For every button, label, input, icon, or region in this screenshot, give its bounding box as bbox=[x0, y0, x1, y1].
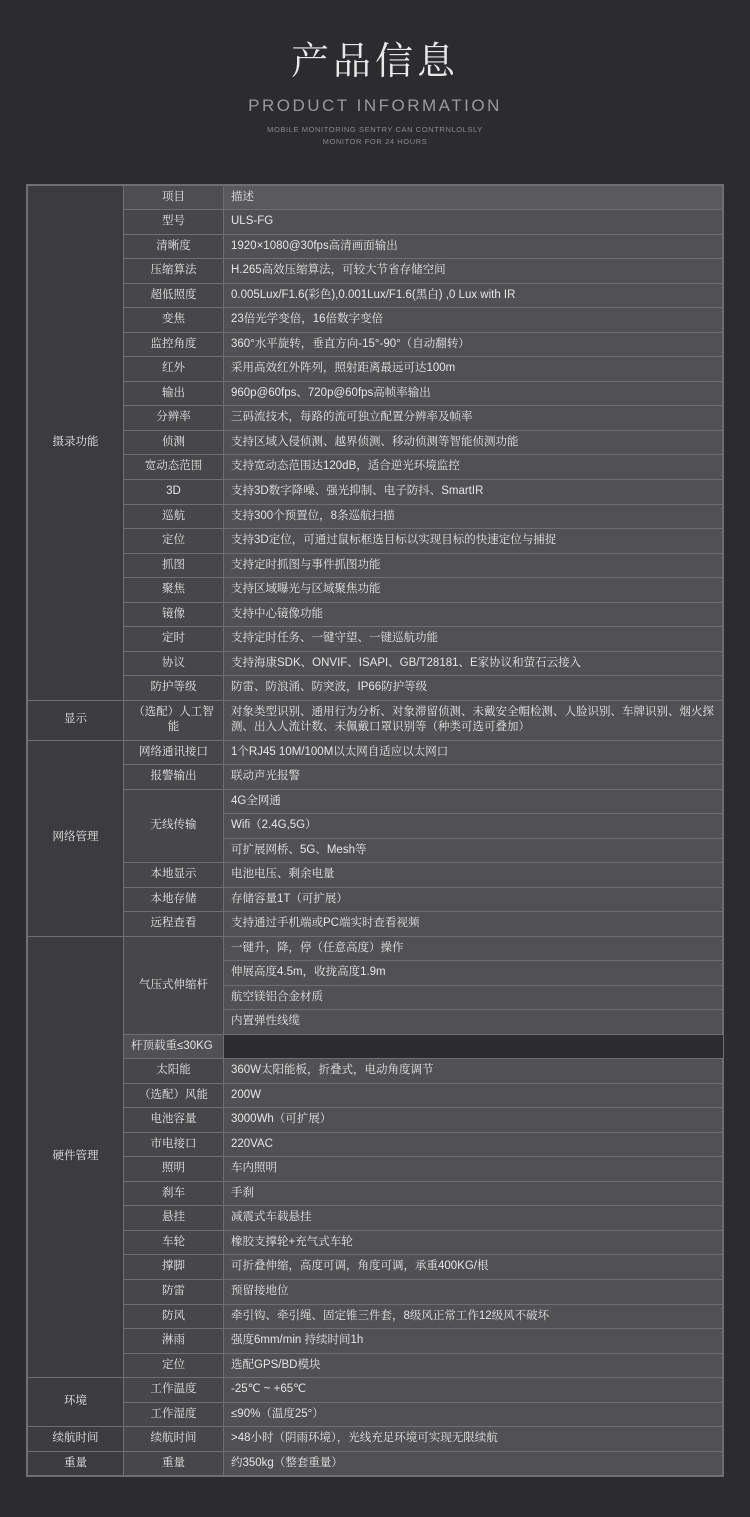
table-row bbox=[28, 1132, 723, 1157]
row-label: 本地显示 bbox=[124, 863, 224, 888]
group-label: 续航时间 bbox=[28, 1427, 124, 1452]
row-label: 红外 bbox=[124, 357, 224, 382]
row-label: 撑脚 bbox=[124, 1255, 224, 1280]
table-row bbox=[28, 1255, 723, 1280]
row-value: 强度6mm/min 持续时间1h bbox=[224, 1329, 723, 1354]
row-label: 巡航 bbox=[124, 504, 224, 529]
row-value: 防雷、防浪涌、防突波，IP66防护等级 bbox=[224, 676, 723, 701]
row-value: 支持海康SDK、ONVIF、ISAPI、GB/T28181、E家协议和萤石云接入 bbox=[224, 651, 723, 676]
table-row bbox=[28, 381, 723, 406]
table-row bbox=[28, 676, 723, 701]
table-row bbox=[28, 553, 723, 578]
row-value: 支持通过手机端或PC端实时查看视频 bbox=[224, 912, 723, 937]
row-label: 工作温度 bbox=[124, 1378, 224, 1403]
row-value: 1个RJ45 10M/100M以太网自适应以太网口 bbox=[224, 740, 723, 765]
row-label: 项目 bbox=[124, 185, 224, 210]
row-value: 200W bbox=[224, 1083, 723, 1108]
spec-table bbox=[27, 185, 723, 1476]
table-row bbox=[28, 1304, 723, 1329]
row-label: 淋雨 bbox=[124, 1329, 224, 1354]
row-label: 定位 bbox=[124, 1353, 224, 1378]
row-value: 电池电压、剩余电量 bbox=[224, 863, 723, 888]
row-value: 23倍光学变倍，16倍数字变倍 bbox=[224, 308, 723, 333]
row-value: H.265高效压缩算法，可较大节省存储空间 bbox=[224, 259, 723, 284]
table-row bbox=[28, 1280, 723, 1305]
row-value: 采用高效红外阵列，照射距离最远可达100m bbox=[224, 357, 723, 382]
row-value: 360°水平旋转，垂直方向-15°-90°（自动翻转） bbox=[224, 332, 723, 357]
table-row bbox=[28, 1108, 723, 1133]
row-value: 橡胶支撑轮+充气式车轮 bbox=[224, 1230, 723, 1255]
row-label: （选配）风能 bbox=[124, 1083, 224, 1108]
row-value: 航空镁铝合金材质 bbox=[224, 985, 723, 1010]
group-label: 网络管理 bbox=[28, 740, 124, 936]
row-value: 支持区域入侵侦测、越界侦测、移动侦测等智能侦测功能 bbox=[224, 430, 723, 455]
row-label: 抓图 bbox=[124, 553, 224, 578]
row-value: 存储容量1T（可扩展） bbox=[224, 887, 723, 912]
table-row bbox=[28, 1402, 723, 1427]
row-value: 对象类型识别、通用行为分析、对象滞留侦测、未戴安全帽检测、人脸识别、车牌识别、烟火探测、出入人流计数、未佩戴口罩识别等（种类可选可叠加） bbox=[224, 700, 723, 740]
group-label: 重量 bbox=[28, 1451, 124, 1476]
page-title: 产品信息 bbox=[290, 41, 459, 83]
table-row bbox=[28, 210, 723, 235]
row-value: 3000Wh（可扩展） bbox=[224, 1108, 723, 1133]
row-value: 三码流技术，每路的流可独立配置分辨率及帧率 bbox=[224, 406, 723, 431]
row-value: 联动声光报警 bbox=[224, 765, 723, 790]
table-row bbox=[28, 308, 723, 333]
row-value: 杆顶载重≤30KG bbox=[124, 1034, 224, 1059]
table-row bbox=[28, 234, 723, 259]
row-label: 型号 bbox=[124, 210, 224, 235]
row-label: 工作湿度 bbox=[124, 1402, 224, 1427]
group-label: 环境 bbox=[28, 1378, 124, 1427]
table-row bbox=[28, 578, 723, 603]
group-label: 显示 bbox=[28, 700, 124, 740]
table-row bbox=[28, 1329, 723, 1354]
table-row bbox=[28, 1353, 723, 1378]
row-value: -25℃ ~ +65℃ bbox=[224, 1378, 723, 1403]
row-label: 网络通讯接口 bbox=[124, 740, 224, 765]
table-row bbox=[28, 602, 723, 627]
row-value: 可折叠伸缩，高度可调，角度可调，承重400KG/根 bbox=[224, 1255, 723, 1280]
row-label: 输出 bbox=[124, 381, 224, 406]
table-row bbox=[28, 283, 723, 308]
page-subtitle: PRODUCT INFORMATION bbox=[248, 95, 502, 115]
row-label: 太阳能 bbox=[124, 1059, 224, 1084]
row-label: 宽动态范围 bbox=[124, 455, 224, 480]
row-label: 报警输出 bbox=[124, 765, 224, 790]
table-row bbox=[28, 1378, 723, 1403]
row-value: ≤90%（温度25°） bbox=[224, 1402, 723, 1427]
row-label: 气压式伸缩杆 bbox=[124, 936, 224, 1034]
spec-table-wrapper bbox=[26, 184, 724, 1477]
row-value: 支持3D数字降噪、强光抑制、电子防抖、SmartIR bbox=[224, 479, 723, 504]
row-value: 360W太阳能板，折叠式，电动角度调节 bbox=[224, 1059, 723, 1084]
row-value: 内置弹性线缆 bbox=[224, 1010, 723, 1035]
row-value: 牵引钩、牵引绳、固定锥三件套，8级风正常工作12级风不破坏 bbox=[224, 1304, 723, 1329]
table-row bbox=[28, 1083, 723, 1108]
row-value: 减震式车载悬挂 bbox=[224, 1206, 723, 1231]
row-label: 悬挂 bbox=[124, 1206, 224, 1231]
row-label: 远程查看 bbox=[124, 912, 224, 937]
table-row bbox=[28, 700, 723, 740]
row-label: 变焦 bbox=[124, 308, 224, 333]
table-row bbox=[28, 332, 723, 357]
row-value: 支持区域曝光与区域聚焦功能 bbox=[224, 578, 723, 603]
table-row bbox=[28, 504, 723, 529]
row-label: 刹车 bbox=[124, 1181, 224, 1206]
row-value: 0.005Lux/F1.6(彩色),0.001Lux/F1.6(黑白) ,0 Lux with IR bbox=[224, 283, 723, 308]
row-label: 防风 bbox=[124, 1304, 224, 1329]
table-row bbox=[28, 887, 723, 912]
row-value: 4G全网通 bbox=[224, 789, 723, 814]
row-label: 续航时间 bbox=[124, 1427, 224, 1452]
table-row bbox=[28, 1181, 723, 1206]
tagline-primary: MOBILE MONITORING SENTRY CAN CONTRNLOLSLY bbox=[267, 124, 483, 134]
row-label: 防雷 bbox=[124, 1280, 224, 1305]
row-value: 支持中心镜像功能 bbox=[224, 602, 723, 627]
row-label: 镜像 bbox=[124, 602, 224, 627]
page-header bbox=[0, 0, 750, 146]
table-row bbox=[28, 430, 723, 455]
row-label: 照明 bbox=[124, 1157, 224, 1182]
table-row bbox=[28, 740, 723, 765]
row-value: Wifi（2.4G,5G） bbox=[224, 814, 723, 839]
table-row bbox=[28, 765, 723, 790]
table-row bbox=[28, 259, 723, 284]
row-value: 车内照明 bbox=[224, 1157, 723, 1182]
row-label: 电池容量 bbox=[124, 1108, 224, 1133]
row-label: 超低照度 bbox=[124, 283, 224, 308]
row-label: 分辨率 bbox=[124, 406, 224, 431]
row-label: 协议 bbox=[124, 651, 224, 676]
row-value: 选配GPS/BD模块 bbox=[224, 1353, 723, 1378]
table-row bbox=[28, 185, 723, 210]
table-row bbox=[28, 455, 723, 480]
row-label: 无线传输 bbox=[124, 789, 224, 863]
table-row bbox=[28, 406, 723, 431]
table-row bbox=[28, 479, 723, 504]
row-value: 手刹 bbox=[224, 1181, 723, 1206]
row-value: 支持定时抓图与事件抓图功能 bbox=[224, 553, 723, 578]
tagline-secondary: MONITOR FOR 24 HOURS bbox=[322, 136, 428, 146]
row-label: 重量 bbox=[124, 1451, 224, 1476]
row-label: 3D bbox=[124, 479, 224, 504]
row-label: 定时 bbox=[124, 627, 224, 652]
row-value: 1920×1080@30fps高清画面输出 bbox=[224, 234, 723, 259]
row-label: 本地存储 bbox=[124, 887, 224, 912]
table-row bbox=[28, 912, 723, 937]
row-value: 一键升，降，停（任意高度）操作 bbox=[224, 936, 723, 961]
table-row bbox=[28, 1230, 723, 1255]
row-value: >48小时（阴雨环境），光线充足环境可实现无限续航 bbox=[224, 1427, 723, 1452]
row-value: ULS-FG bbox=[224, 210, 723, 235]
row-value: 支持定时任务、一键守望、一键巡航功能 bbox=[224, 627, 723, 652]
row-value: 约350kg（整套重量） bbox=[224, 1451, 723, 1476]
row-value: 预留接地位 bbox=[224, 1280, 723, 1305]
table-row bbox=[28, 1059, 723, 1084]
table-row bbox=[28, 529, 723, 554]
group-label: 摄录功能 bbox=[28, 185, 124, 700]
table-row bbox=[28, 1451, 723, 1476]
row-value: 描述 bbox=[224, 185, 723, 210]
group-label: 硬件管理 bbox=[28, 936, 124, 1377]
table-row bbox=[28, 1157, 723, 1182]
row-label: （选配）人工智能 bbox=[124, 700, 224, 740]
row-value: 960p@60fps、720p@60fps高帧率输出 bbox=[224, 381, 723, 406]
row-label: 防护等级 bbox=[124, 676, 224, 701]
row-value: 支持宽动态范围达120dB，适合逆光环境监控 bbox=[224, 455, 723, 480]
row-value: 可扩展网桥、5G、Mesh等 bbox=[224, 838, 723, 863]
row-label: 定位 bbox=[124, 529, 224, 554]
row-value: 支持300个预置位，8条巡航扫描 bbox=[224, 504, 723, 529]
row-value: 220VAC bbox=[224, 1132, 723, 1157]
row-label: 车轮 bbox=[124, 1230, 224, 1255]
table-row bbox=[28, 936, 723, 961]
table-row bbox=[28, 1427, 723, 1452]
row-value: 支持3D定位，可通过鼠标框选目标以实现目标的快速定位与捕捉 bbox=[224, 529, 723, 554]
table-row bbox=[28, 1034, 723, 1059]
table-row bbox=[28, 863, 723, 888]
table-row bbox=[28, 357, 723, 382]
row-label: 压缩算法 bbox=[124, 259, 224, 284]
row-label: 聚焦 bbox=[124, 578, 224, 603]
row-label: 清晰度 bbox=[124, 234, 224, 259]
table-row bbox=[28, 651, 723, 676]
row-label: 市电接口 bbox=[124, 1132, 224, 1157]
table-row bbox=[28, 789, 723, 814]
row-value: 伸展高度4.5m，收拢高度1.9m bbox=[224, 961, 723, 986]
row-label: 监控角度 bbox=[124, 332, 224, 357]
table-row bbox=[28, 1206, 723, 1231]
row-label: 侦测 bbox=[124, 430, 224, 455]
table-row bbox=[28, 627, 723, 652]
